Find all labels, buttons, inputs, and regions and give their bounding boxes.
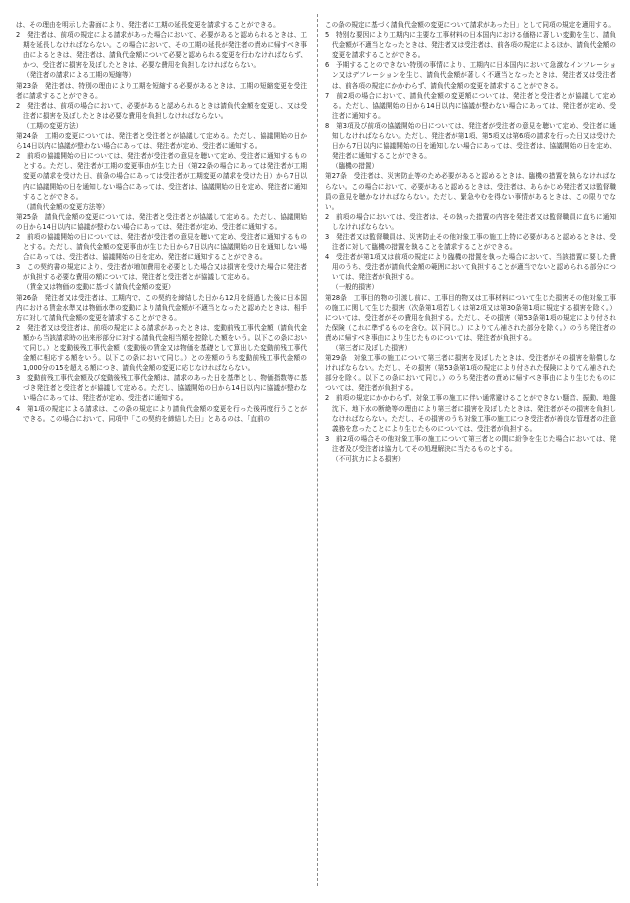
paragraph: 6 予期することのできない特別の事情により、工期内に日本国内において急激なインフレーション又はデフレーションを生じ、請負代金額が著しく不適当となったときは、発注者又は受注者は、前各項の規定にかかわらず、請負代金額の変更を請求することができる。 bbox=[325, 61, 616, 90]
article: 第25条 請負代金額の変更については、発注者と受注者とが協議して定める。ただし、協議開始の日から14日以内に協議が整わない場合にあっては、発注者が定め、受注者に通知する。 bbox=[16, 212, 307, 231]
left-column bbox=[16, 20, 307, 424]
article: 第27条 受注者は、災害防止等のため必要があると認めるときは、臨機の措置を執らなければならない。この場合において、必要があると認めるときは、受注者は、あらかじめ発注者又は監督職員の意見を聴かなければならない。ただし、緊急やむを得ない事情があるときは、この限りでない。 bbox=[325, 172, 616, 211]
paragraph: 3 変動前残工事代金額及び変動後残工事代金額は、請求のあった日を基準とし、物価指数等に基づき発注者と受注者とが協議して定める。ただし、協議開始の日から14日以内に協議が整わない場合にあっては、発注者が定め、受注者に通知する。 bbox=[16, 374, 307, 403]
article-caption: （発注者の請求による工期の短縮等） bbox=[23, 71, 136, 80]
article: 第26条 発注者又は受注者は、工期内で、この契約を締結した日から12月を経過した後に日本国内における賃金水準又は物価水準の変動により請負代金額が不適当となったと認めたときは、相手方に対して請負代金額の変更を請求することができる。 bbox=[16, 293, 307, 322]
article-caption: （工期の変更方法） bbox=[23, 121, 83, 130]
paragraph: 3 この契約書の規定により、受注者が増加費用を必要とした場合又は損害を受けた場合に発注者が負担する必要な費用の額については、発注者と受注者とが協議して定める。 bbox=[16, 263, 307, 282]
paragraph: 5 特別な要因により工期内に主要な工事材料の日本国内における価格に著しい変動を生じ、請負代金額が不適当となったときは、発注者又は受注者は、前各項の規定によるほか、請負代金額の変更を請求することができる。 bbox=[325, 31, 616, 60]
article: 第23条 発注者は、特別の理由により工期を短縮する必要があるときは、工期の短縮変更を受注者に請求することができる。 bbox=[16, 81, 307, 100]
article-caption: （臨機の措置） bbox=[332, 162, 379, 171]
article-caption: （請負代金額の変更方法等） bbox=[23, 202, 109, 211]
paragraph: 7 前2項の場合において、請負代金額の変更額については、発注者と受注者とが協議して定める。ただし、協議開始の日から14日以内に協議が整わない場合にあっては、発注者が定め、受注者に通知する。 bbox=[325, 91, 616, 120]
paragraph: 3 発注者又は監督職員は、災害防止その他対象工事の施工上特に必要があると認めるときは、受注者に対して臨機の措置を執ることを請求することができる。 bbox=[325, 232, 616, 252]
paragraph: 8 第3項及び前項の協議開始の日については、発注者が受注者の意見を聴いて定め、受注者に通知しなければならない。ただし、発注者が第1項、第5項又は第6項の請求を行った日又は受けた日から7日以内に協議開始の日を通知しない場合にあっては、受注者は、協議開始の日を定め、発注者に通知することができる。 bbox=[325, 121, 616, 161]
paragraph: 2 前項の規定にかかわらず、対象工事の施工に伴い通常避けることができない騒音、振動、地盤沈下、地下水の断絶等の理由により第三者に損害を及ぼしたときは、発注者がその損害を負担しなければならない。ただし、その損害のうち対象工事の施工につき受注者が善良な管理者の注意義務を怠ったことにより生じたものについては、受注者が負担する。 bbox=[325, 394, 616, 433]
article-caption: （不可抗力による損害） bbox=[332, 455, 405, 464]
article: 第28条 工事目的物の引渡し前に、工事目的物又は工事材料について生じた損害その他対象工事の施工に関して生じた損害（次条第1項若しくは第2項又は第30条第1項に規定する損害を除く。）については、受注者がその費用を負担する。ただし、その損害（第53条第1項の規定により付された保険（これに準ずるものを含む。以下同じ。）によりてん補された部分を除く。）のうち発注者の責めに帰すべき事由により生じたものについては、発注者が負担する。 bbox=[325, 293, 616, 342]
paragraph: 4 第1項の規定による請求は、この条の規定により請負代金額の変更を行った後再度行うことができる。この場合において、同項中「この契約を締結した日」とあるのは、「直前の bbox=[16, 404, 307, 423]
paragraph: 2 発注者又は受注者は、前項の規定による請求があったときは、変動前残工事代金額（請負代金額から当該請求時の出来形部分に対する請負代金相当額を控除した額をいう。以下この条において同じ。）と変動後残工事代金額（変動後の賃金又は物価を基礎として算出した変動前残工事代金額に相応する額をいう。以下この条において同じ。）との差額のうち変動前残工事代金額の1,000分の15を超える額につき、請負代金額の変更に応じなければならない。 bbox=[16, 323, 307, 373]
article: 第24条 工期の変更については、発注者と受注者とが協議して定める。ただし、協議開始の日から14日以内に協議が整わない場合にあっては、発注者が定め、受注者に通知する。 bbox=[16, 132, 307, 151]
article-caption: （第三者に及ぼした損害） bbox=[332, 344, 412, 352]
article-caption: （一般的損害） bbox=[332, 283, 379, 292]
article-caption: （賃金又は物価の変動に基づく請負代金額の変更） bbox=[23, 283, 175, 292]
article: 第29条 対象工事の施工について第三者に損害を及ぼしたときは、受注者がその損害を賠償しなければならない。ただし、その損害（第53条第1項の規定により付された保険によりてん補された部分を除く。以下この条において同じ。）のうち発注者の責めに帰すべき事由により生じたものについては、発注者が負担する。 bbox=[325, 354, 616, 393]
paragraph: 2 前項の協議開始の日については、発注者が受注者の意見を聴いて定め、受注者に通知するものとする。ただし、発注者が工期の変更事由が生じた日（第22条の場合にあっては発注者が工期変更の請求を受けた日、前条の場合にあっては受注者が工期変更の請求を受けた日）から7日以内に協議開始の日を通知しない場合にあっては、受注者は、協議開始の日を定め、発注者に通知することができる。 bbox=[16, 152, 307, 201]
paragraph-continuation: この条の規定に基づく請負代金額の変更について請求があった日」として同項の規定を適用する。 bbox=[325, 21, 615, 29]
paragraph: 3 前2項の場合その他対象工事の施工について第三者との間に紛争を生じた場合においては、発注者及び受注者は協力してその処理解決に当たるものとする。 bbox=[325, 434, 616, 453]
right-column bbox=[325, 20, 616, 464]
paragraph: 4 受注者が第1項又は前項の規定により臨機の措置を執った場合において、当該措置に要した費用のうち、受注者が請負代金額の範囲において負担することが適当でないと認められる部分については、発注者が負担する。 bbox=[325, 253, 616, 282]
paragraph: 2 発注者は、前項の規定による請求があった場合において、必要があると認められるときは、工期を延長しなければならない。この場合において、その工期の延長が発注者の責めに帰すべき事由によるときは、発注者は、請負代金額について必要と認められる変更を行わなければならず、かつ、受注者に損害を及ぼしたときは、必要な費用を負担しなければならない。 bbox=[16, 31, 307, 70]
paragraph: 2 前項の協議開始の日については、発注者が受注者の意見を聴いて定め、受注者に通知するものとする。ただし、請負代金額の変更事由が生じた日から7日以内に協議開始の日を通知しない場合にあっては、受注者は、協議開始の日を定め、発注者に通知することができる。 bbox=[16, 232, 307, 262]
paragraph-continuation: は、その理由を明示した書面により、発注者に工期の延長変更を請求することができる。 bbox=[16, 21, 280, 29]
paragraph: 2 発注者は、前項の場合において、必要があると認められるときは請負代金額を変更し、又は受注者に損害を及ぼしたときは必要な費用を負担しなければならない。 bbox=[16, 101, 307, 120]
paragraph: 2 前項の場合においては、受注者は、その執った措置の内容を発注者又は監督職員に直ちに通知しなければならない。 bbox=[325, 212, 616, 231]
column-divider bbox=[317, 14, 318, 886]
